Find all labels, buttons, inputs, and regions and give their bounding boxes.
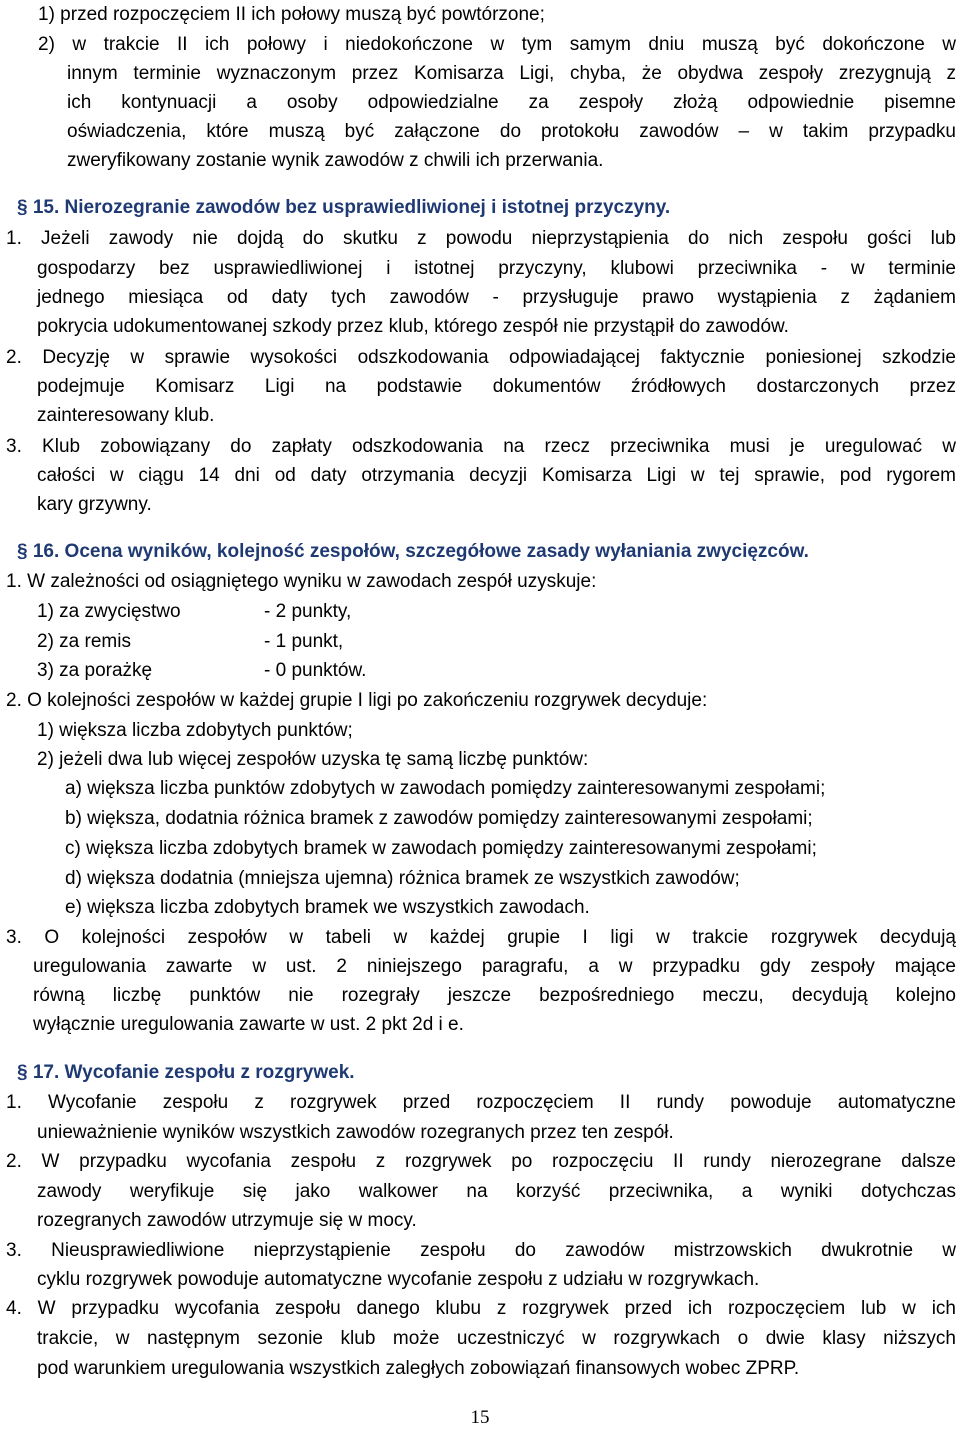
intro-line: innym terminie wyznaczonym przez Komisarza Ligi, chyba, że obydwa zespoły zrezygnują z	[67, 63, 956, 84]
paragraph-line: pod warunkiem uregulowania wszystkich zaległych zobowiązań finansowych wobec ZPRP.	[37, 1358, 800, 1379]
list-item: 2) jeżeli dwa lub więcej zespołów uzyska tę samą liczbę punktów:	[37, 749, 589, 770]
section-heading-15: § 15. Nierozegranie zawodów bez usprawiedliwionej i istotnej przyczyny.	[17, 197, 671, 218]
criterion-item: d) większa dodatnia (mniejsza ujemna) różnica bramek ze wszystkich zawodów;	[65, 868, 740, 889]
section-heading-16: § 16. Ocena wyników, kolejność zespołów, szczegółowe zasady wyłaniania zwycięzców.	[17, 541, 809, 562]
paragraph-line: gospodarzy bez usprawiedliwionej i istotnej przyczyny, klubowi przeciwnika - w terminie	[37, 258, 956, 279]
paragraph-line: równą liczbę punktów nie rozegrały jeszcze bezpośredniego meczu, decydują kolejno	[33, 985, 956, 1006]
list-item: 1) większa liczba zdobytych punktów;	[37, 720, 353, 741]
intro-line: 2) w trakcie II ich połowy i niedokończone w tym samym dniu muszą być dokończone w	[38, 34, 956, 55]
paragraph-line: 2. Decyzję w sprawie wysokości odszkodowania odpowiadającej faktycznie poniesionej szkodzie	[6, 347, 956, 368]
paragraph-line: pokrycia udokumentowanej szkody przez klub, którego zespół nie przystąpił do zawodów.	[37, 316, 789, 337]
paragraph-line: 1. W zależności od osiągniętego wyniku w zawodach zespół uzyskuje:	[6, 571, 597, 592]
paragraph-line: jednego miesiąca od daty tych zawodów - przysługuje prawo wystąpienia z żądaniem	[37, 287, 956, 308]
intro-line: zweryfikowany zostanie wynik zawodów z chwili ich przerwania.	[67, 150, 604, 171]
paragraph-line: podejmuje Komisarz Ligi na podstawie dokumentów źródłowych dostarczonych przez	[37, 376, 956, 397]
paragraph-line: 1. Wycofanie zespołu z rozgrywek przed rozpoczęciem II rundy powoduje automatyczne	[6, 1092, 956, 1113]
paragraph-line: zainteresowany klub.	[37, 405, 215, 426]
points-value: - 2 punkty,	[264, 601, 352, 622]
paragraph-line: 3. Nieusprawiedliwione nieprzystąpienie zespołu do zawodów mistrzowskich dwukrotnie w	[6, 1240, 956, 1261]
criterion-item: b) większa, dodatnia różnica bramek z zawodów pomiędzy zainteresowanymi zespołami;	[65, 808, 813, 829]
paragraph-line: 3. Klub zobowiązany do zapłaty odszkodowania na rzecz przeciwnika musi je uregulować w	[6, 436, 956, 457]
points-value: - 0 punktów.	[264, 660, 367, 681]
paragraph-line: cyklu rozgrywek powoduje automatyczne wycofanie zespołu z udziału w rozgrywkach.	[37, 1269, 760, 1290]
paragraph-line: zawody weryfikuje się jako walkower na korzyść przeciwnika, a wyniki dotychczas	[37, 1181, 956, 1202]
points-value: - 1 punkt,	[264, 631, 344, 652]
intro-line: oświadczenia, które muszą być załączone do protokołu zawodów – w takim przypadku	[67, 121, 956, 142]
paragraph-line: unieważnienie wyników wszystkich zawodów rozegranych przez ten zespół.	[37, 1122, 674, 1143]
criterion-item: c) większa liczba zdobytych bramek w zawodach pomiędzy zainteresowanymi zespołami;	[65, 838, 817, 859]
points-label: 1) za zwycięstwo	[37, 601, 181, 622]
section-heading-17: § 17. Wycofanie zespołu z rozgrywek.	[17, 1062, 355, 1083]
paragraph-line: kary grzywny.	[37, 494, 152, 515]
criterion-item: e) większa liczba zdobytych bramek we wszystkich zawodach.	[65, 897, 590, 918]
paragraph-line: 4. W przypadku wycofania zespołu danego klubu z rozgrywek przed ich rozpoczęciem lub w ich	[6, 1298, 956, 1319]
paragraph-line: 2. W przypadku wycofania zespołu z rozgrywek po rozpoczęciu II rundy nierozegrane dalsze	[6, 1151, 956, 1172]
points-label: 3) za porażkę	[37, 660, 153, 681]
page-number: 15	[470, 1407, 490, 1428]
intro-line: ich kontynuacji a osoby odpowiedzialne za zespoły złożą odpowiednie pisemne	[67, 92, 956, 113]
paragraph-line: 3. O kolejności zespołów w tabeli w każdej grupie I ligi w trakcie rozgrywek decydują	[6, 927, 956, 948]
paragraph-line: rozegranych zawodów utrzymuje się w mocy.	[37, 1210, 417, 1231]
paragraph-line: wyłącznie uregulowania zawarte w ust. 2 pkt 2d i e.	[33, 1014, 464, 1035]
paragraph-line: 2. O kolejności zespołów w każdej grupie I ligi po zakończeniu rozgrywek decyduje:	[6, 690, 708, 711]
paragraph-line: trakcie, w następnym sezonie klub może uczestniczyć w rozgrywkach o dwie klasy niższych	[37, 1328, 956, 1349]
paragraph-line: 1. Jeżeli zawody nie dojdą do skutku z powodu nieprzystąpienia do nich zespołu gości lub	[6, 228, 956, 249]
points-label: 2) za remis	[37, 631, 131, 652]
paragraph-line: uregulowania zawarte w ust. 2 niniejszego paragrafu, a w przypadku gdy zespoły mające	[33, 956, 956, 977]
paragraph-line: całości w ciągu 14 dni od daty otrzymania decyzji Komisarza Ligi w tej sprawie, pod rygorem	[37, 465, 956, 486]
intro-line: 1) przed rozpoczęciem II ich połowy muszą być powtórzone;	[38, 4, 545, 25]
criterion-item: a) większa liczba punktów zdobytych w zawodach pomiędzy zainteresowanymi zespołami;	[65, 778, 826, 799]
